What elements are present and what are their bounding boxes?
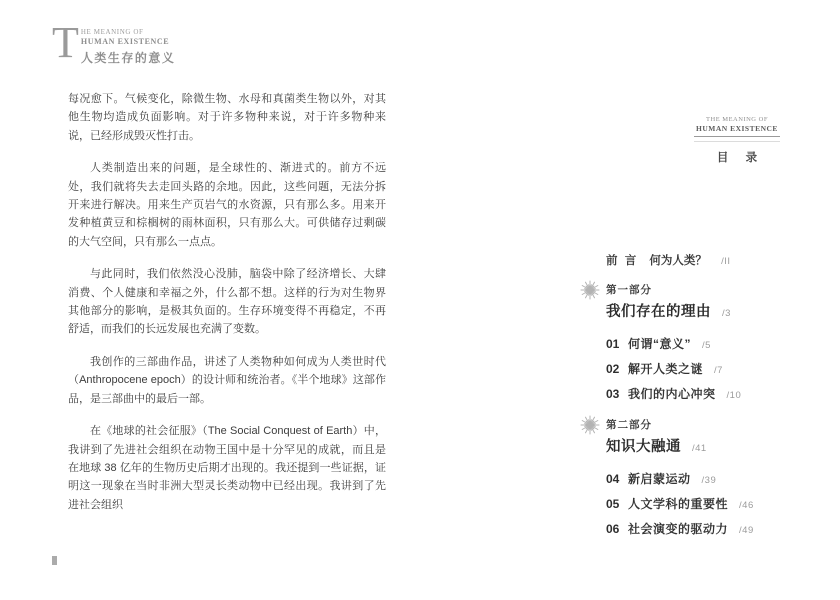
chapter-title: 解开人类之谜 bbox=[628, 362, 704, 376]
chapter-number: 03 bbox=[606, 387, 620, 401]
toc-header bbox=[694, 116, 780, 165]
page-ref: /41 bbox=[692, 443, 707, 454]
paragraph: 在《地球的社会征服》（The Social Conquest of Earth）中，我讲到了先进社会组织在动物王国中是十分罕见的成就，而且是在地球 38 亿年的生物历史后期才出现的。我还提到一些证据，证明这一现象在当时非洲大型灵长类动物中已经出现。我讲到了先进社会组织 bbox=[68, 425, 386, 511]
toc-preface-row bbox=[578, 254, 818, 269]
page-ref: /II bbox=[721, 256, 731, 267]
toc-part2-header bbox=[578, 412, 818, 436]
paragraph: 我创作的三部曲作品，讲述了人类物种如何成为人类世时代（Anthropocene epoch）的设计师和统治者。《半个地球》这部作品，是三部曲中的最后一部。 bbox=[68, 355, 386, 405]
toc-chapter-row bbox=[578, 522, 818, 538]
body-text-column bbox=[68, 90, 386, 528]
chapter-number: 05 bbox=[606, 497, 620, 511]
page-ref: /49 bbox=[739, 525, 754, 536]
dandelion-flower-icon bbox=[578, 277, 602, 301]
toc-part1-header bbox=[578, 277, 818, 301]
page-ref: /5 bbox=[702, 340, 711, 351]
chapter-title: 新启蒙运动 bbox=[628, 472, 691, 486]
page-ref: /10 bbox=[726, 390, 742, 401]
paragraph: 人类制造出来的问题，是全球性的、渐进式的。前方不远处，我们就将失去走回头路的余地。因此，这些问题，无法分拆开来进行解决。用来生产页岩气的水资源，只有那么多。用来开发种植黄豆和棕榈树的雨林面积，只有那么大。可供储存过剩碳的大气空间，只有那么一点点。 bbox=[68, 162, 386, 248]
toc-chapter-row bbox=[578, 387, 818, 403]
page-ref: /7 bbox=[714, 365, 723, 376]
part1-title: 我们存在的理由 bbox=[606, 304, 711, 320]
page-ref: /46 bbox=[739, 500, 754, 511]
toc-chapter-row bbox=[578, 337, 818, 353]
chapter-number: 06 bbox=[606, 522, 620, 536]
logo-title-chinese: 人类生存的意义 bbox=[80, 51, 176, 65]
part2-title: 知识大融通 bbox=[606, 439, 681, 455]
header-line-1: THE MEANING OF bbox=[706, 116, 768, 123]
page-ref: /39 bbox=[701, 475, 717, 486]
header-line-2: HUMAN EXISTENCE bbox=[694, 124, 780, 137]
chapter-number: 01 bbox=[606, 337, 620, 351]
book-logo bbox=[52, 18, 176, 67]
chapter-title: 社会演变的驱动力 bbox=[628, 522, 729, 536]
paragraph: 与此同时，我们依然没心没肺，脑袋中除了经济增长、大肆消费、个人健康和幸福之外，什么都不想。这样的行为对生物界其他部分的影响，是极其负面的。生存环境变得不再稳定，不再舒适，而我们的长远发展也充满了变数。 bbox=[68, 268, 386, 336]
page-ref: /3 bbox=[722, 308, 731, 319]
dandelion-flower-icon bbox=[578, 412, 602, 436]
chapter-title: 人文学科的重要性 bbox=[628, 497, 729, 511]
toc-chapter-row bbox=[578, 497, 818, 513]
toc-title: 目 录 bbox=[716, 152, 765, 164]
part1-label: 第一部分 bbox=[606, 283, 652, 296]
part1-title-row bbox=[578, 303, 818, 323]
chapter-number: 04 bbox=[606, 472, 620, 486]
chapter-title: 我们的内心冲突 bbox=[628, 387, 716, 401]
logo-line-2: HUMAN EXISTENCE bbox=[80, 37, 170, 46]
toc-chapter-row bbox=[578, 362, 818, 378]
part2-title-row bbox=[578, 438, 818, 458]
logo-letter-t: T bbox=[52, 18, 79, 67]
table-of-contents bbox=[578, 254, 818, 547]
preface-label: 前 言 bbox=[606, 255, 639, 267]
page-number-marker bbox=[52, 556, 57, 565]
logo-text-block bbox=[81, 26, 176, 66]
paragraph: 每况愈下。气候变化，除微生物、水母和真菌类生物以外，对其他生物均造成负面影响。对于许多物种来说，对于许多物种来说，已经形成毁灭性打击。 bbox=[68, 93, 386, 142]
part2-label: 第二部分 bbox=[606, 418, 652, 431]
header-divider bbox=[694, 141, 780, 142]
chapter-number: 02 bbox=[606, 362, 620, 376]
chapter-title: 何谓“意义” bbox=[628, 337, 692, 351]
toc-chapter-row bbox=[578, 472, 818, 488]
logo-line-1: HE MEANING OF bbox=[80, 28, 144, 36]
preface-title: 何为人类？ bbox=[649, 255, 707, 267]
